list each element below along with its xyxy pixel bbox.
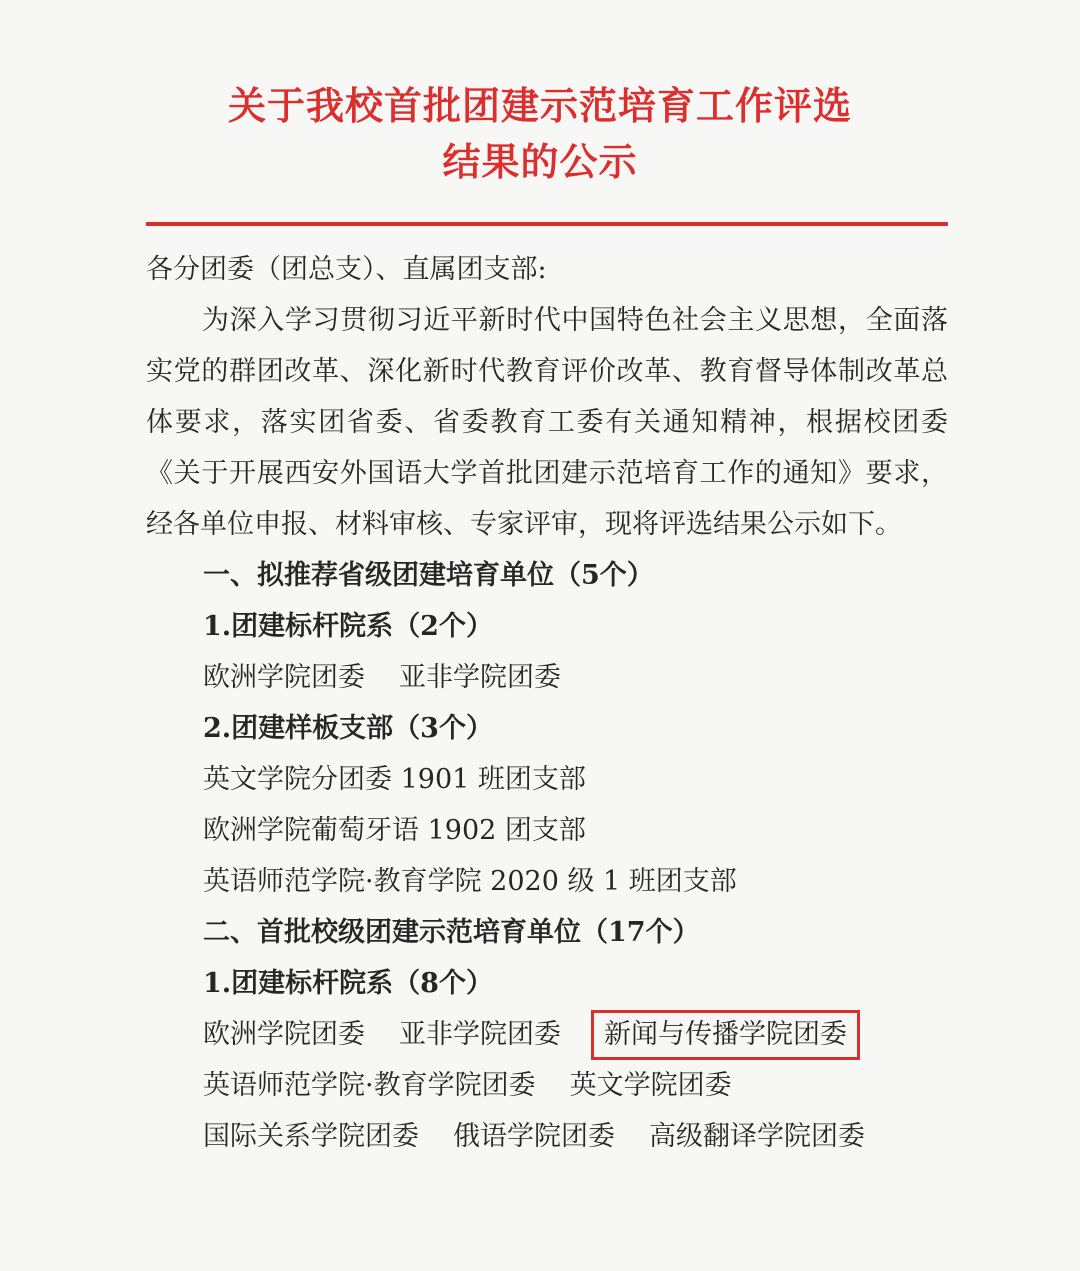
section-2-heading: 二、首批校级团建示范培育单位（17个）	[203, 917, 700, 948]
unit-name: 欧洲学院团委	[203, 662, 365, 693]
unit-name: 亚非学院团委	[399, 1019, 561, 1050]
unit-name: 亚非学院团委	[399, 662, 561, 693]
section-school	[146, 907, 948, 1162]
section-1-sub-2-heading: 2.团建样板支部（3个）	[203, 713, 493, 744]
unit-name: 国际关系学院团委	[203, 1121, 419, 1152]
list-item: 英文学院分团委 1901 班团支部	[203, 764, 586, 795]
document-body	[146, 244, 948, 1162]
salutation: 各分团委（团总支）、直属团支部:	[146, 254, 547, 285]
title-line-1: 关于我校首批团建示范培育工作评选	[227, 83, 852, 128]
highlighted-unit: 新闻与传播学院团委	[591, 1010, 860, 1060]
unit-name: 英语师范学院·教育学院团委	[203, 1070, 536, 1101]
list-item	[203, 1111, 948, 1162]
list-item	[203, 1060, 948, 1111]
list-item	[203, 652, 948, 703]
section-2-sub-1-heading: 1.团建标杆院系（8个）	[203, 968, 493, 999]
section-1-heading: 一、拟推荐省级团建培育单位（5个）	[203, 560, 654, 591]
intro-paragraph: 为深入学习贯彻习近平新时代中国特色社会主义思想，全面落实党的群团改革、深化新时代教育评价改革、教育督导体制改革总体要求，落实团省委、省委教育工委有关通知精神，根据校团委《关于开展西安外国语大学首批团建示范培育工作的通知》要求，经各单位申报、材料审核、专家评审，现将评选结果公示如下。	[146, 305, 948, 540]
unit-name: 英文学院团委	[569, 1070, 732, 1101]
list-item	[203, 1009, 948, 1060]
title-line-2: 结果的公示	[442, 139, 638, 184]
document-title	[0, 78, 1080, 190]
list-item: 英语师范学院·教育学院 2020 级 1 班团支部	[203, 866, 737, 897]
unit-name: 高级翻译学院团委	[649, 1121, 865, 1152]
red-divider	[146, 222, 948, 226]
section-provincial	[146, 550, 948, 907]
list-item: 欧洲学院葡萄牙语 1902 团支部	[203, 815, 586, 846]
section-1-sub-1-heading: 1.团建标杆院系（2个）	[203, 611, 493, 642]
unit-name: 欧洲学院团委	[203, 1019, 365, 1050]
unit-name: 俄语学院团委	[453, 1121, 615, 1152]
